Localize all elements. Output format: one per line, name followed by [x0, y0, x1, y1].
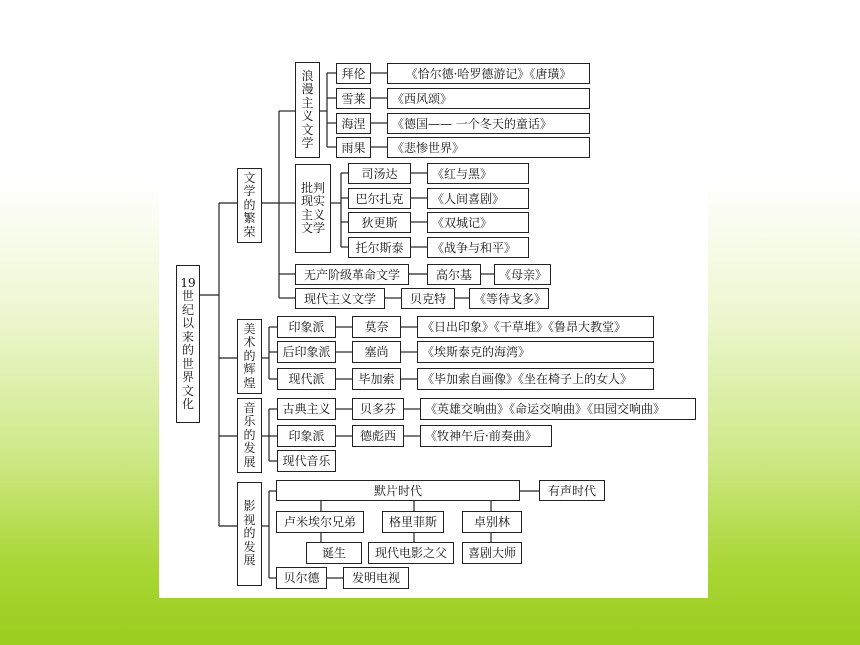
label-char: 漫	[301, 82, 314, 96]
film-node	[237, 482, 262, 586]
label-char: 繁	[243, 211, 256, 226]
label-char: 浪	[301, 68, 314, 83]
sound-era-node: 有声时代	[539, 480, 605, 501]
proletarian-node: 无产阶级革命文学	[295, 264, 409, 285]
label-char: 的	[243, 526, 256, 541]
art-node	[237, 319, 262, 394]
modernism-node: 现代主义文学	[295, 288, 385, 309]
music-node	[237, 398, 262, 473]
artist-picasso: 毕加索	[352, 368, 401, 390]
achievement-invent-tv: 发明电视	[343, 567, 409, 589]
works-balzac: 《人间喜剧》	[427, 188, 529, 209]
root-node	[176, 265, 200, 423]
root-char: 纪	[181, 302, 194, 317]
root-char: 文	[181, 383, 194, 398]
author-shelley: 雪莱	[336, 88, 371, 109]
label-char: 展	[243, 553, 256, 568]
silent-era-node: 默片时代	[276, 480, 520, 501]
author-tolstoy: 托尔斯泰	[348, 237, 411, 258]
label-char: 学	[243, 184, 256, 199]
works-monet: 《日出印象》《干草堆》《鲁昂大教堂》	[417, 316, 654, 338]
root-char: 19	[180, 275, 196, 290]
label-char: 学	[301, 136, 314, 150]
works-picasso: 《毕加索自画像》《坐在椅子上的女人》	[417, 368, 654, 390]
modern-music-node: 现代音乐	[277, 450, 336, 472]
label-char: 主	[301, 95, 314, 110]
label-char: 乐	[243, 414, 256, 429]
author-gorky: 高尔基	[427, 264, 481, 285]
label-row: 主义	[300, 207, 325, 222]
works-byron: 《恰尔德·哈罗德游记》《唐璜》	[387, 63, 590, 84]
label-row: 批判	[300, 180, 325, 195]
author-heine: 海涅	[336, 113, 371, 134]
works-beethoven: 《英雄交响曲》《命运交响曲》《田园交响曲》	[420, 398, 696, 420]
label-row: 文学	[300, 221, 325, 235]
root-char: 世	[181, 289, 194, 303]
root-char: 化	[181, 397, 194, 411]
works-tolstoy: 《战争与和平》	[427, 237, 529, 258]
works-hugo: 《悲惨世界》	[387, 137, 590, 158]
label-char: 辉	[243, 362, 256, 377]
school-modern: 现代派	[277, 368, 336, 390]
works-gorky: 《母亲》	[494, 264, 551, 285]
school-post-impressionism: 后印象派	[277, 341, 336, 363]
label-char: 的	[243, 197, 256, 212]
author-stendhal: 司汤达	[348, 163, 411, 184]
root-char: 来	[181, 329, 194, 344]
label-char: 影	[243, 499, 256, 514]
realism-node	[295, 164, 331, 253]
school-music-impressionism: 印象派	[277, 425, 336, 447]
works-shelley: 《西风颂》	[387, 88, 590, 109]
school-classicism: 古典主义	[277, 398, 336, 420]
author-hugo: 雨果	[336, 137, 371, 158]
artist-cezanne: 塞尚	[352, 341, 401, 363]
achievement-birth: 诞生	[306, 542, 362, 564]
root-char: 的	[181, 343, 194, 357]
label-char: 视	[243, 512, 256, 527]
root-char: 世	[181, 356, 194, 371]
composer-debussy: 德彪西	[352, 425, 404, 447]
label-char: 荣	[243, 224, 256, 239]
diagram-card	[159, 51, 708, 598]
school-impressionism: 印象派	[277, 316, 336, 338]
label-char: 文	[243, 170, 256, 185]
works-stendhal: 《红与黑》	[427, 163, 529, 184]
label-char: 展	[243, 454, 256, 469]
author-dickens: 狄更斯	[348, 212, 411, 233]
achievement-father-of-film: 现代电影之父	[368, 542, 454, 564]
root-char: 以	[181, 316, 194, 330]
label-char: 义	[301, 109, 314, 123]
label-char: 煌	[243, 375, 256, 390]
person-chaplin: 卓别林	[462, 511, 522, 533]
label-char: 的	[243, 427, 256, 442]
romanticism-node	[295, 62, 320, 158]
achievement-comedy-master: 喜剧大师	[462, 542, 522, 564]
label-char: 音	[243, 400, 256, 415]
author-beckett: 贝克特	[401, 288, 455, 309]
person-griffith: 格里菲斯	[382, 511, 444, 533]
works-debussy: 《牧神午后·前奏曲》	[420, 425, 552, 447]
label-row: 现实	[300, 194, 325, 208]
label-char: 术	[243, 335, 256, 350]
person-lumiere: 卢米埃尔兄弟	[276, 511, 364, 533]
root-char: 界	[181, 370, 194, 384]
label-char: 的	[243, 348, 256, 363]
author-balzac: 巴尔扎克	[348, 188, 411, 209]
literature-node	[237, 168, 262, 243]
works-beckett: 《等待戈多》	[469, 288, 549, 309]
works-cezanne: 《埃斯泰克的海湾》	[417, 341, 654, 363]
works-dickens: 《双城记》	[427, 212, 529, 233]
label-char: 发	[243, 539, 256, 554]
works-heine: 《德国—— 一个冬天的童话》	[387, 113, 590, 134]
label-char: 美	[243, 321, 256, 336]
author-byron: 拜伦	[336, 63, 371, 84]
composer-beethoven: 贝多芬	[352, 398, 404, 420]
label-char: 文	[301, 122, 314, 137]
label-char: 发	[243, 441, 256, 456]
person-baird: 贝尔德	[276, 567, 327, 589]
artist-monet: 莫奈	[352, 316, 401, 338]
